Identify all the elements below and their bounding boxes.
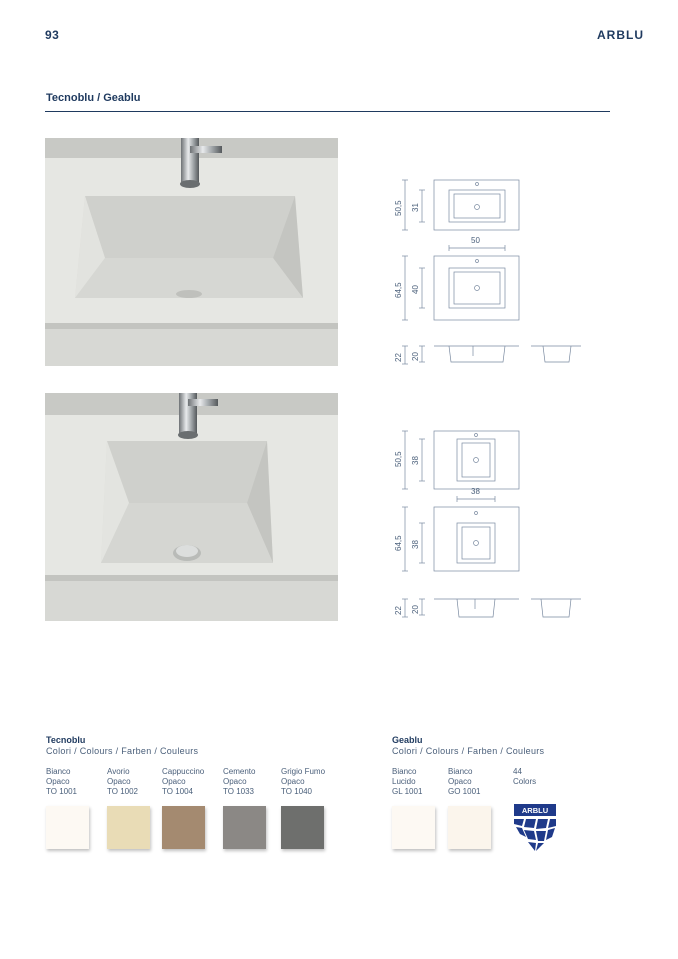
dim-overall-depth: 50,5 — [394, 451, 403, 467]
color-swatch — [46, 806, 89, 849]
dim-overall-depth-2: 64,5 — [394, 282, 403, 298]
dim-bowl-height: 20 — [411, 352, 420, 361]
page-number: 93 — [45, 28, 60, 42]
swatch-label: Grigio Fumo Opaco TO 1040 — [281, 767, 326, 796]
dim-profile-height: 22 — [394, 606, 403, 615]
arblu-logo — [512, 804, 558, 852]
geablu-title: Geablu — [392, 735, 423, 745]
swatch-item — [162, 767, 224, 849]
dim-profile-height: 22 — [394, 353, 403, 362]
dim-bowl-width: 38 — [471, 487, 480, 496]
dim-bowl-length: 40 — [411, 285, 420, 294]
color-swatch — [162, 806, 205, 849]
dim-overall-depth-2: 64,5 — [394, 535, 403, 551]
swatch-label: Cemento Opaco TO 1033 — [223, 767, 256, 796]
swatch-label: Avorio Opaco TO 1002 — [107, 767, 138, 796]
technical-drawing-2 — [385, 425, 600, 630]
geablu-subtitle: Colori / Colours / Farben / Couleurs — [392, 746, 545, 756]
swatch-label: Bianco Opaco GO 1001 — [448, 767, 481, 796]
dim-bowl-length: 38 — [411, 540, 420, 549]
technical-drawing-1 — [385, 170, 600, 375]
swatch-label: Bianco Opaco TO 1001 — [46, 767, 77, 796]
color-swatch — [281, 806, 324, 849]
color-swatch — [448, 806, 491, 849]
brand-name: ARBLU — [597, 28, 644, 42]
color-swatch — [107, 806, 150, 849]
section-title: Tecnoblu / Geablu — [46, 92, 141, 104]
washbasin-photo-1 — [45, 138, 338, 366]
tecnoblu-title: Tecnoblu — [46, 735, 86, 745]
dim-bowl-height: 20 — [411, 605, 420, 614]
extra-colors-note — [513, 767, 575, 787]
dim-bowl-depth: 38 — [411, 456, 420, 465]
washbasin-photo-2 — [45, 393, 338, 621]
swatch-item — [107, 767, 169, 849]
dim-overall-depth: 50,5 — [394, 200, 403, 216]
swatch-label: Cappuccino Opaco TO 1004 — [162, 767, 205, 796]
swatch-item — [223, 767, 285, 849]
tecnoblu-subtitle: Colori / Colours / Farben / Couleurs — [46, 746, 199, 756]
swatch-label: 44 Colors — [513, 767, 537, 786]
dim-bowl-depth: 31 — [411, 203, 420, 212]
swatch-label: Bianco Lucido GL 1001 — [392, 767, 423, 796]
logo-text: ARBLU — [521, 806, 549, 815]
swatch-item — [448, 767, 510, 849]
color-swatch — [223, 806, 266, 849]
swatch-item — [392, 767, 454, 849]
header-divider — [45, 111, 610, 112]
swatch-item — [46, 767, 108, 849]
dim-bowl-width: 50 — [471, 236, 480, 245]
color-swatch — [392, 806, 435, 849]
swatch-item — [281, 767, 343, 849]
